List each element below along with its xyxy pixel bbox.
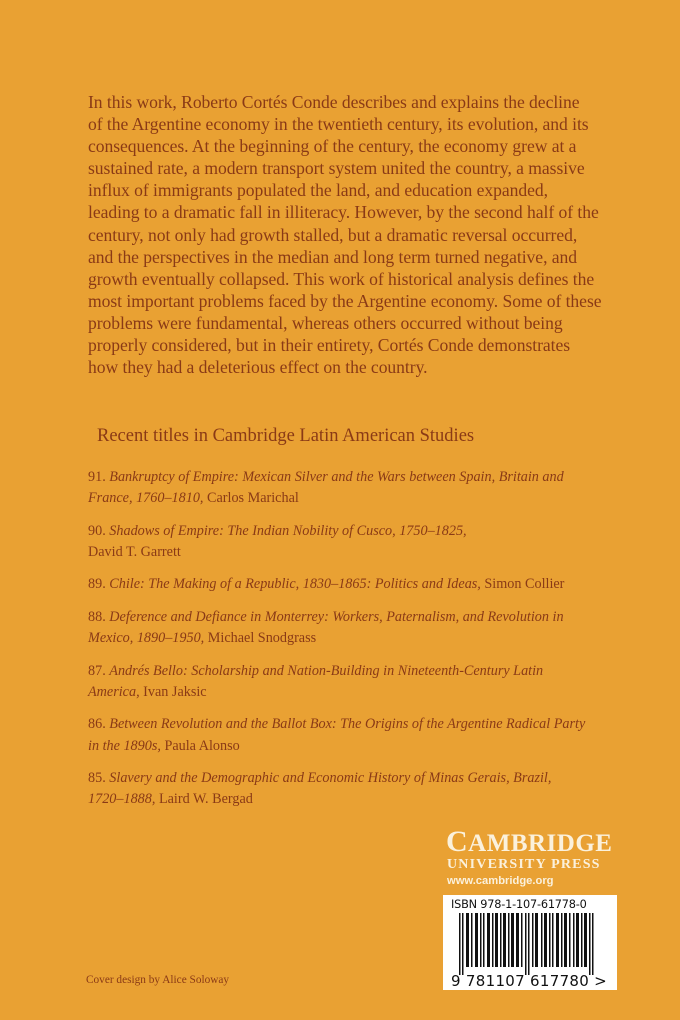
title-entry-87: [88, 661, 618, 703]
isbn-barcode: [443, 895, 617, 990]
book-title: Andrés Bello: Scholarship and Nation-Building in Nineteenth-Century Latin: [109, 662, 544, 679]
barcode-digits: 9 781107 617780 >: [451, 972, 608, 990]
description-line: how they had a deleterious effect on the country.: [88, 357, 428, 378]
book-title: Deference and Defiance in Monterrey: Workers, Paternalism, and Revolution in: [109, 608, 564, 625]
recent-titles-list: [88, 467, 618, 822]
book-author: Simon Collier: [484, 576, 565, 593]
title-number: 85.: [88, 770, 106, 787]
publisher-name: CAMBRIDGE: [446, 825, 613, 858]
description-line: century, not only had growth stalled, but a dramatic reversal occurred,: [88, 224, 578, 245]
description-line: most important problems faced by the Argentine economy. Some of these: [88, 290, 602, 311]
title-entry-88: [88, 607, 618, 649]
book-title: Shadows of Empire: The Indian Nobility of Cusco, 1750–1825,: [109, 522, 467, 539]
title-number: 87.: [88, 662, 106, 679]
book-title: Between Revolution and the Ballot Box: The Origins of the Argentine Radical Party: [109, 716, 586, 733]
title-entry-85: [88, 768, 618, 810]
title-number: 91.: [88, 469, 106, 485]
description-line: influx of immigrants populated the land, and education expanded,: [88, 180, 548, 201]
book-title: Bankruptcy of Empire: Mexican Silver and the Wars between Spain, Britain and: [109, 469, 564, 485]
book-title: in the 1890s,: [88, 737, 161, 754]
book-author: Paula Alonso: [164, 737, 240, 754]
book-author: Michael Snodgrass: [207, 630, 317, 647]
book-title: Chile: The Making of a Republic, 1830–1865: Politics and Ideas,: [109, 576, 481, 593]
title-number: 90.: [88, 522, 106, 539]
description-line: consequences. At the beginning of the century, the economy grew at a: [88, 136, 577, 157]
description-line: and the perspectives in the median and long term turned negative, and: [88, 246, 578, 267]
title-entry-89: [88, 574, 618, 595]
description-line: of the Argentine economy in the twentieth century, its evolution, and its: [88, 114, 589, 135]
publisher-subtitle: UNIVERSITY PRESS: [447, 857, 601, 872]
title-entry-90: [88, 521, 618, 563]
book-title: America,: [88, 683, 140, 700]
title-number: 86.: [88, 716, 106, 733]
description-line: sustained rate, a modern transport system united the country, a massive: [88, 158, 585, 179]
publisher-url: www.cambridge.org: [447, 875, 554, 887]
cover-design-credit: Cover design by Alice Soloway: [86, 974, 230, 986]
description-line: growth eventually collapsed. This work of historical analysis defines the: [88, 268, 595, 289]
isbn-label: ISBN 978-1-107-61778-0: [451, 898, 587, 911]
description-line: properly considered, but in their entirety, Cortés Conde demonstrates: [88, 335, 571, 356]
title-entry-91: [88, 467, 618, 509]
book-title: Slavery and the Demographic and Economic History of Minas Gerais, Brazil,: [109, 770, 552, 787]
book-author: Carlos Marichal: [207, 490, 299, 507]
book-author: Ivan Jaksic: [143, 683, 207, 700]
book-title: 1720–1888,: [88, 791, 156, 808]
description-line: In this work, Roberto Cortés Conde describes and explains the decline: [88, 92, 580, 112]
title-entry-86: [88, 714, 618, 756]
series-heading: Recent titles in Cambridge Latin American Studies: [97, 426, 475, 446]
book-description: [88, 91, 608, 378]
book-author: David T. Garrett: [88, 543, 181, 560]
book-title: France, 1760–1810,: [88, 490, 204, 507]
description-line: leading to a dramatic fall in illiteracy. However, by the second half of the: [88, 202, 599, 223]
title-number: 89.: [88, 576, 106, 593]
book-title: Mexico, 1890–1950,: [88, 630, 205, 647]
title-number: 88.: [88, 608, 106, 625]
book-author: Laird W. Bergad: [158, 791, 253, 808]
publisher-logo: [446, 825, 616, 889]
description-line: problems were fundamental, whereas others occurred without being: [88, 312, 563, 333]
barcode-icon: [451, 913, 611, 975]
